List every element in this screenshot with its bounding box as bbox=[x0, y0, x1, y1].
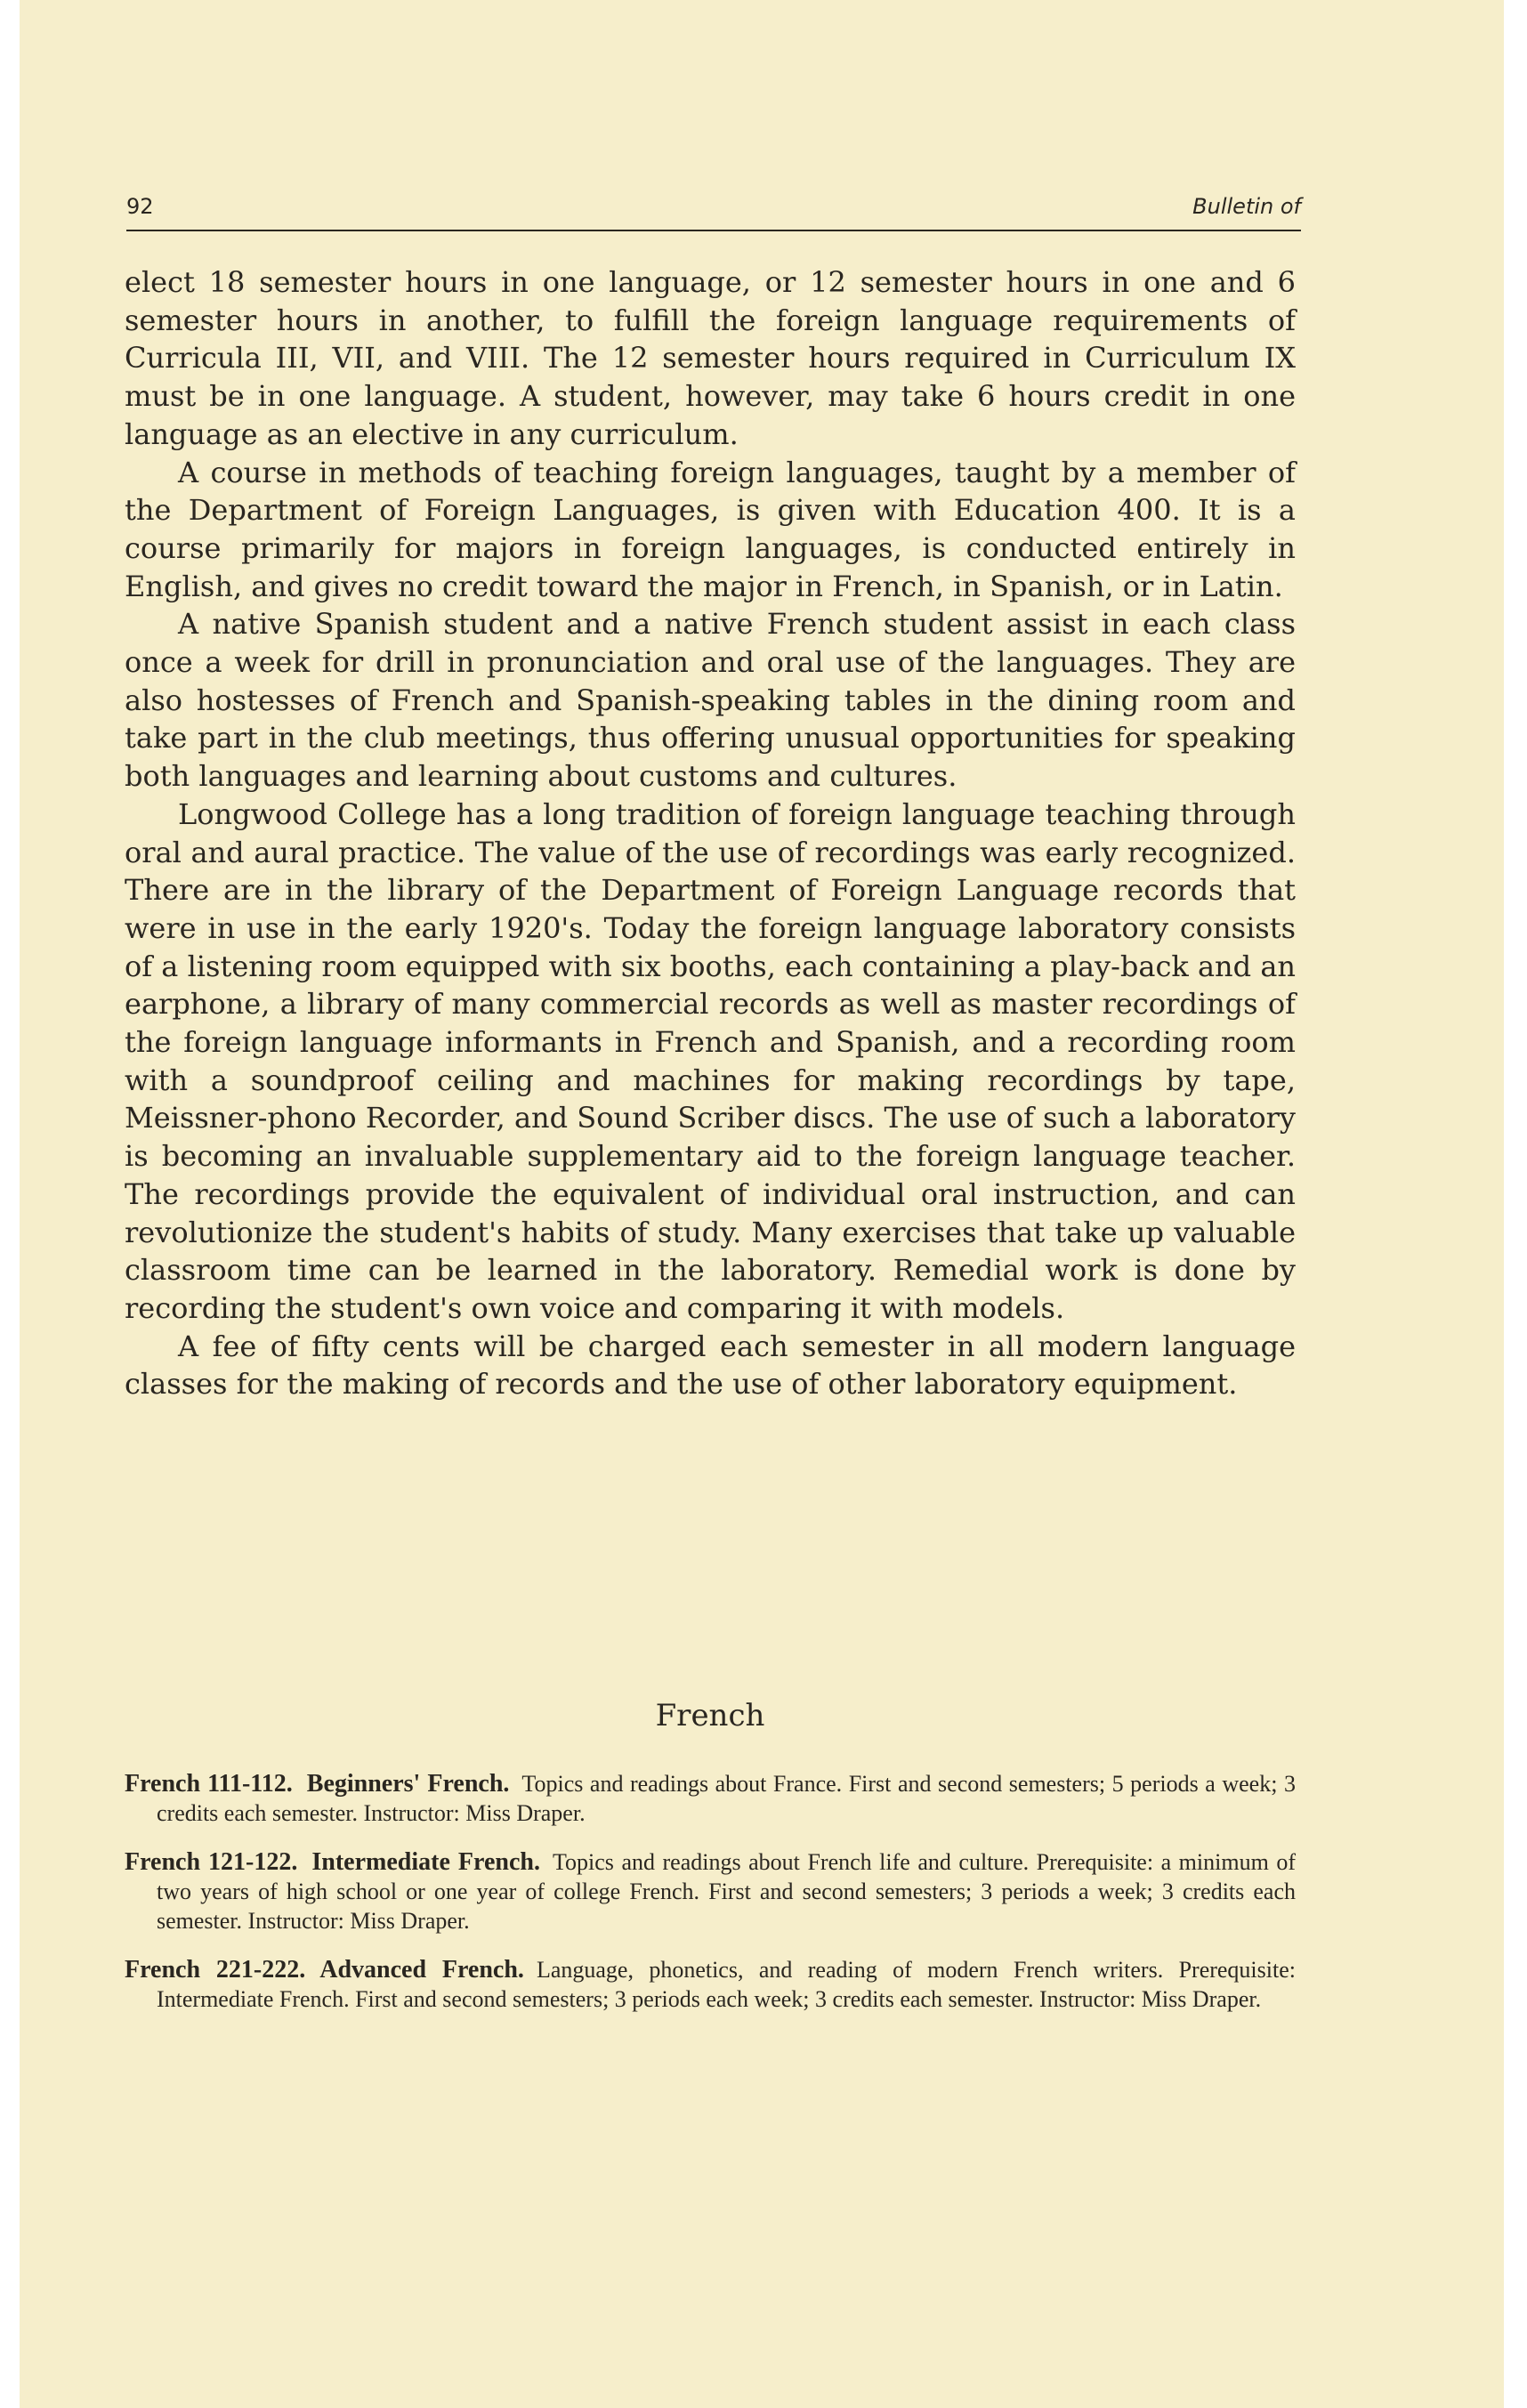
course-entry bbox=[125, 1955, 1296, 2014]
section-heading: French bbox=[655, 1698, 765, 1733]
paragraph: A course in methods of teaching foreign languages, taught by a member of the Department of Foreign Languages, is given with Education 400. It is a course primarily for majors in foreign languages, is conducted entirely in English, and gives no credit toward the major in French, in Spanish, or in Latin. bbox=[125, 455, 1296, 603]
course-description: Topics and readings about France. First and second semesters; 5 periods a week; 3 credits each semester. Instructor: Miss Draper. bbox=[157, 1771, 1296, 1826]
course-entry bbox=[125, 1847, 1296, 1935]
paragraph: elect 18 semester hours in one language, or 12 semester hours in one and 6 semester hours in another, to fulfill the foreign language requirements of Curricula III, VII, and VIII. The 12 semester hours required in Curriculum IX must be in one language. A student, however, may take 6 hours credit in one language as an elective in any curriculum. bbox=[125, 265, 1296, 451]
paragraph: Longwood College has a long tradition of foreign language teaching through oral and aural practice. The value of the use of recordings was early recognized. There are in the library of the Department of Foreign Language records that were in use in the early 1920's. Today the foreign language laboratory consists of a listening room equipped with six booths, each containing a play-back and an earphone, a library of many commercial records as well as master recordings of the foreign language informants in French and Spanish, and a recording room with a soundproof ceiling and machines for making recordings by tape, Meissner-phono Recorder, and Sound Scriber discs. The use of such a laboratory is becoming an invaluable supplementary aid to the foreign language teacher. The recordings provide the equivalent of individual oral instruction, and can revolutionize the student's habits of study. Many exercises that take up valuable classroom time can be learned in the laboratory. Remedial work is done by recording the student's own voice and comparing it with models. bbox=[125, 796, 1296, 1325]
course-list bbox=[125, 1769, 1296, 2033]
course-description: Language, phonetics, and reading of modern French writers. Prerequisite: Intermediate French. First and second semesters; 3 periods each week; 3 credits each semester. Instructor: Miss Draper. bbox=[157, 1957, 1296, 2012]
course-entry bbox=[125, 1769, 1296, 1828]
document-page bbox=[20, 0, 1504, 2408]
course-title: Beginners' French. bbox=[306, 1770, 510, 1798]
paragraph: A native Spanish student and a native French student assist in each class once a week for drill in pronunciation and oral use of the languages. They are also hostesses of French and Spanish-speaking tables in the dining room and take part in the club meetings, thus offering unusual opportunities for speaking both languages and learning about customs and cultures. bbox=[125, 607, 1296, 794]
course-code: French 221-222. bbox=[125, 1956, 306, 1984]
body-text bbox=[125, 263, 1296, 1403]
running-header bbox=[126, 187, 1301, 231]
course-title: Intermediate French. bbox=[311, 1848, 540, 1876]
course-code: French 111-112. bbox=[125, 1770, 293, 1798]
paragraph: A fee of fifty cents will be charged each semester in all modern language classes for the making of records and the use of other laboratory equipment. bbox=[125, 1329, 1296, 1402]
course-description: Topics and readings about French life and culture. Prerequisite: a minimum of two years of high school or one year of college French. First and second semesters; 3 periods a week; 3 credits each semester. Instructor: Miss Draper. bbox=[157, 1849, 1296, 1934]
course-code: French 121-122. bbox=[125, 1848, 298, 1876]
running-title: Bulletin of bbox=[1192, 194, 1301, 219]
page-number: 92 bbox=[126, 194, 154, 219]
course-title: Advanced French. bbox=[319, 1956, 524, 1984]
